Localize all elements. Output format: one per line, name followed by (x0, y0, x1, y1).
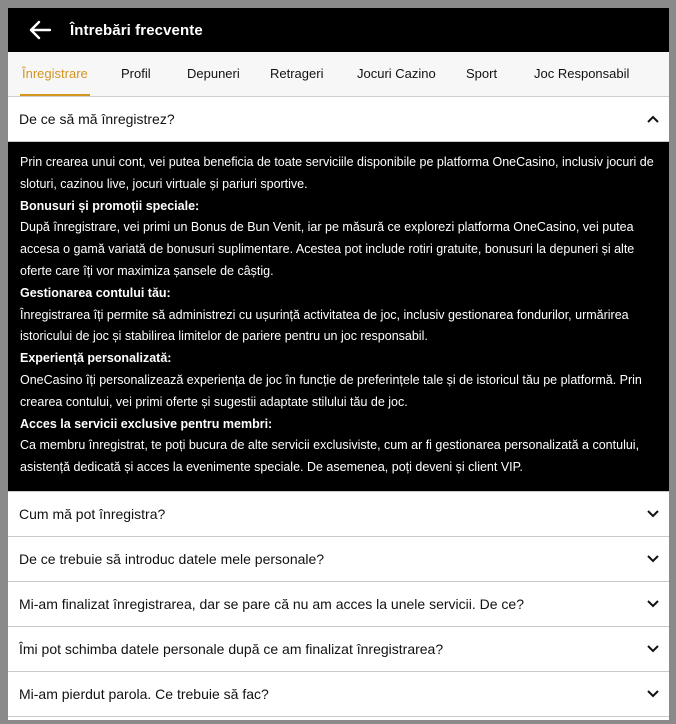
faq-page (8, 8, 669, 720)
faq-question-label: De ce să mă înregistrez? (19, 111, 175, 127)
answer-text: După înregistrare, vei primi un Bonus de Bun Venit, iar pe măsură ce explorezi platforma OneCasino, vei putea accesa o gamă variată de bonusuri suplimentare. Acestea pot include rotiri gratuite, bonusuri la depuneri și alte oferte care îți vor maximiza șansele de câștig. (20, 220, 635, 278)
faq-question-label: Mi-am pierdut parola. Ce trebuie să fac? (19, 685, 269, 702)
answer-heading: Experiență personalizată: (20, 351, 172, 366)
faq-answer (8, 142, 669, 492)
chevron-down-icon (646, 687, 660, 701)
answer-text: OneCasino îți personalizează experiența de joc în funcție de preferințele tale și de istoricul tău pe platformă. Prin crearea contului, vei primi oferte și sugestii adaptate stilului tău de joc. (20, 372, 642, 409)
tab-profil[interactable]: Profil (121, 66, 151, 81)
faq-question-label: Cum mă pot înregistra? (19, 505, 166, 522)
chevron-down-icon (646, 597, 660, 611)
chevron-down-icon (646, 507, 660, 521)
answer-heading: Acces la servicii exclusive pentru membri: (20, 416, 273, 431)
tab-sport[interactable]: Sport (466, 66, 498, 81)
faq-question-label: Îmi pot schimba datele personale după ce am finalizat înregistrarea? (19, 640, 444, 657)
faq-question[interactable] (8, 582, 669, 627)
answer-heading: Bonusuri și promoții speciale: (20, 198, 200, 213)
faq-question[interactable] (8, 537, 669, 582)
category-tabs (8, 52, 669, 97)
tab-retrageri[interactable]: Retrageri (270, 66, 324, 81)
faq-question-label: De ce trebuie să introduc datele mele personale? (19, 550, 325, 567)
faq-question[interactable] (8, 672, 669, 717)
tab-inregistrare[interactable]: Înregistrare (22, 52, 88, 96)
faq-question[interactable] (8, 492, 669, 537)
chevron-down-icon (646, 552, 660, 566)
tab-joc-responsabil[interactable]: Joc Responsabil (534, 66, 630, 81)
back-arrow-icon[interactable] (26, 16, 54, 44)
faq-question-label: Mi-am finalizat înregistrarea, dar se pare că nu am acces la unele servicii. De ce? (19, 595, 524, 612)
answer-text: Înregistrarea îți permite să administrezi cu ușurință activitatea de joc, inclusiv gestionarea fondurilor, urmărirea istoricului de joc și stabilirea limitelor de pariere pentru un joc responsabil. (20, 307, 629, 344)
tab-depuneri[interactable]: Depuneri (187, 66, 240, 81)
page-header (8, 8, 669, 52)
answer-intro: Prin crearea unui cont, vei putea beneficia de toate serviciile disponibile pe platforma OneCasino, inclusiv jocuri de sloturi, cazinou live, jocuri virtuale și pariuri sportive. (20, 155, 654, 191)
tab-jocuri-cazino[interactable]: Jocuri Cazino (357, 66, 436, 81)
answer-heading: Gestionarea contului tău: (20, 285, 171, 300)
answer-text: Ca membru înregistrat, te poți bucura de alte servicii exclusiviste, cum ar fi gestionarea personalizată a contului, asistență dedicată și acces la evenimente speciale. De asemenea, poți deveni și client VIP. (20, 438, 640, 475)
chevron-up-icon (646, 112, 660, 126)
faq-question-open[interactable] (8, 97, 669, 142)
chevron-down-icon (646, 642, 660, 656)
page-title: Întrebări frecvente (70, 21, 203, 39)
faq-question[interactable] (8, 627, 669, 672)
